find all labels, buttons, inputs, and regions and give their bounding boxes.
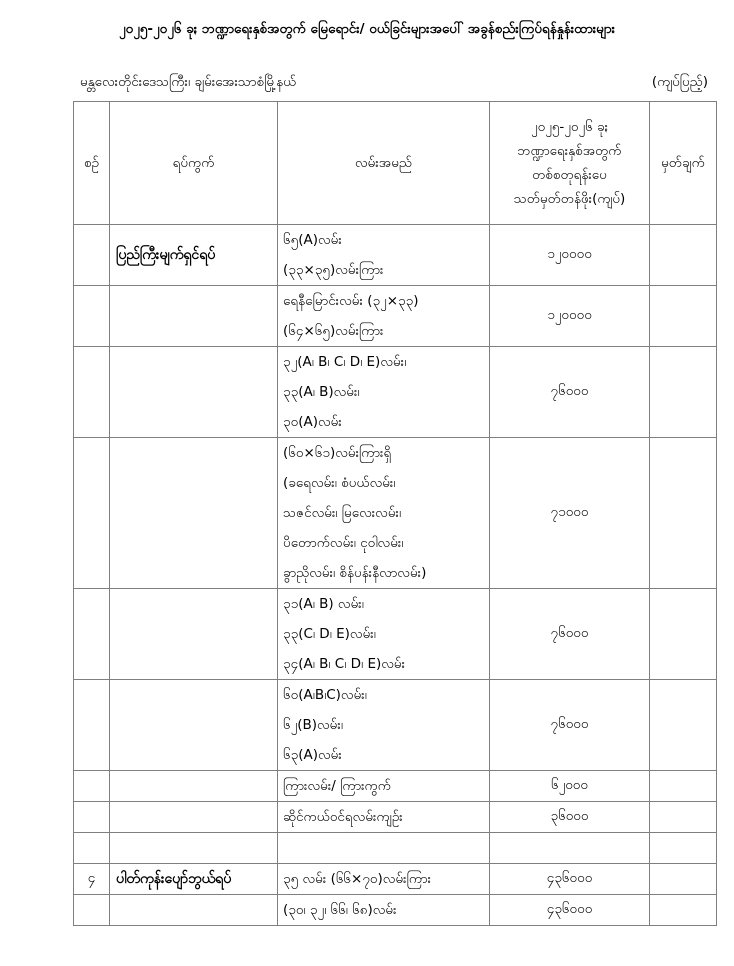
- road-name-line: ရေနီမြောင်းလမ်း (၃၂×၃၃): [283, 293, 419, 309]
- row-no-cell: [74, 802, 110, 833]
- unit-label: (ကျပ်ပြည့်): [651, 74, 708, 90]
- row-no-cell: [74, 438, 110, 589]
- page-title: ၂၀၂၅-၂၀၂၆ ခုႏ ဘဏ္ဍာရေးနှစ်အတွက် မြေရောင်း/ ဝယ်ခြင်းများအပေါ် အခွန်စည်းကြပ်ရန်နှုန်းထားများ: [118, 21, 616, 37]
- row-value-cell: [490, 833, 650, 864]
- row-road-cell: [278, 895, 490, 926]
- row-value-cell: ၇၆၀၀၀: [490, 347, 650, 438]
- row-value-cell: ၁၂၀၀၀၀: [490, 225, 650, 286]
- header-value: ၂၀၂၅-၂၀၂၆ ခုႏ ဘဏ္ဍာရေးနှစ်အတွက် တစ်စတုရန်းပေ သတ်မှတ်တန်ဖိုး(ကျပ်): [490, 102, 650, 225]
- road-name-line: [283, 833, 489, 863]
- table-row: [74, 347, 717, 438]
- table-row: [74, 771, 717, 802]
- road-name-line: ၃၀(A)လမ်း: [283, 414, 342, 430]
- row-ward-cell: [110, 802, 278, 833]
- row-road-cell: [278, 225, 490, 286]
- table-row: [74, 833, 717, 864]
- row-road-cell: [278, 286, 490, 347]
- row-ward-cell: [110, 895, 278, 926]
- road-name-line: ၃၁(A၊ B) လမ်း၊: [283, 596, 364, 612]
- row-value-cell: ၇၆၀၀၀: [490, 680, 650, 771]
- row-remark-cell: [650, 895, 717, 926]
- row-remark-cell: [650, 225, 717, 286]
- road-name-line: ခွာညိုလမ်း၊ စိန်ပန်းနီလာလမ်း): [283, 565, 427, 581]
- road-name-line: ၆၃(A)လမ်း: [283, 747, 342, 763]
- rate-table: [73, 101, 717, 926]
- row-value-cell: ၄၃၆၀၀၀: [490, 864, 650, 895]
- road-name-line: ၆၅(A)လမ်း: [283, 232, 342, 248]
- road-name-line: ၆၀(A၊B၊C)လမ်း၊: [283, 687, 367, 703]
- row-no-cell: ၄: [74, 864, 110, 895]
- row-ward-cell: [110, 833, 278, 864]
- table-row: [74, 286, 717, 347]
- road-name-line: ၆၂(B)လမ်း၊: [283, 717, 343, 733]
- road-name-line: (၃၀၊ ၃၂၊ ၆၆၊ ၆၈)လမ်း: [283, 902, 397, 918]
- header-ward: ရပ်ကွက်: [110, 102, 278, 225]
- row-value-cell: ၇၆၀၀၀: [490, 589, 650, 680]
- road-name-line: ဆိုင်ကယ်ဝင်ရလမ်းကျဉ်း: [283, 809, 403, 825]
- table-row: [74, 680, 717, 771]
- row-road-cell: [278, 347, 490, 438]
- row-no-cell: [74, 680, 110, 771]
- row-value-cell: ၃၆၀၀၀: [490, 802, 650, 833]
- table-row: [74, 589, 717, 680]
- row-value-cell: ၁၂၀၀၀၀: [490, 286, 650, 347]
- row-ward-cell: [110, 589, 278, 680]
- row-road-cell: [278, 802, 490, 833]
- road-name-line: ၃၃(A၊ B)လမ်း၊: [283, 384, 360, 400]
- row-road-cell: [278, 589, 490, 680]
- road-name-line: ၃၄(A၊ B၊ C၊ D၊ E)လမ်း: [283, 656, 406, 672]
- table-row: [74, 438, 717, 589]
- row-remark-cell: [650, 833, 717, 864]
- header-remark: မှတ်ချက်: [650, 102, 717, 225]
- row-ward-cell: [110, 771, 278, 802]
- row-no-cell: [74, 589, 110, 680]
- road-name-line: ၃၃(C၊ D၊ E)လမ်း၊: [283, 626, 376, 642]
- row-ward-cell: [110, 680, 278, 771]
- row-value-cell: ၆၂၀၀၀: [490, 771, 650, 802]
- road-name-line: ၃၅ လမ်း (၆၆×၇၀)လမ်းကြား: [283, 871, 432, 887]
- road-name-line: (၆၄×၆၅)လမ်းကြား: [283, 323, 384, 339]
- row-no-cell: [74, 833, 110, 864]
- table-row: [74, 864, 717, 895]
- row-no-cell: [74, 895, 110, 926]
- road-name-line: (ခရေလမ်း၊ စံပယ်လမ်း၊: [283, 475, 396, 491]
- header-no: စဉ်: [74, 102, 110, 225]
- location-label: မန္တလေးတိုင်းဒေသကြီး၊ ချမ်းအေးသာစံမြို့နယ်: [80, 74, 297, 90]
- row-road-cell: [278, 833, 490, 864]
- row-ward-cell: [110, 438, 278, 589]
- row-road-cell: [278, 864, 490, 895]
- road-name-line: ကြားလမ်း/ ကြားကွက်: [283, 778, 391, 794]
- row-ward-cell: ပြည်ကြီးမျက်ရှင်ရပ်: [110, 225, 278, 286]
- table-row: [74, 802, 717, 833]
- row-no-cell: [74, 225, 110, 286]
- row-ward-cell: [110, 286, 278, 347]
- row-road-cell: [278, 680, 490, 771]
- road-name-line: (၃၃×၃၅)လမ်းကြား: [283, 262, 384, 278]
- table-row: [74, 895, 717, 926]
- row-ward-cell: [110, 347, 278, 438]
- row-road-cell: [278, 771, 490, 802]
- row-remark-cell: [650, 347, 717, 438]
- road-name-line: ၃၂(A၊ B၊ C၊ D၊ E)လမ်း၊: [283, 354, 407, 370]
- row-remark-cell: [650, 589, 717, 680]
- row-road-cell: [278, 438, 490, 589]
- row-ward-cell: ပါတ်ကုန်းပျော်ဘွယ်ရပ်: [110, 864, 278, 895]
- row-value-cell: ၄၃၆၀၀၀: [490, 895, 650, 926]
- table-body: [74, 225, 717, 926]
- road-name-line: (၆၀×၆၁)လမ်းကြားရှိ: [283, 445, 392, 461]
- header-road: လမ်းအမည်: [278, 102, 490, 225]
- row-remark-cell: [650, 438, 717, 589]
- row-no-cell: [74, 286, 110, 347]
- row-no-cell: [74, 347, 110, 438]
- row-remark-cell: [650, 802, 717, 833]
- row-remark-cell: [650, 286, 717, 347]
- row-remark-cell: [650, 864, 717, 895]
- row-remark-cell: [650, 771, 717, 802]
- table-header-row: [74, 102, 717, 225]
- road-name-line: ပိတောက်လမ်း၊ ငုဝါလမ်း၊: [283, 535, 404, 551]
- row-value-cell: ၇၁၀၀၀: [490, 438, 650, 589]
- row-remark-cell: [650, 680, 717, 771]
- row-no-cell: [74, 771, 110, 802]
- road-name-line: သဇင်လမ်း၊ မြလေးလမ်း၊: [283, 505, 402, 521]
- table-row: [74, 225, 717, 286]
